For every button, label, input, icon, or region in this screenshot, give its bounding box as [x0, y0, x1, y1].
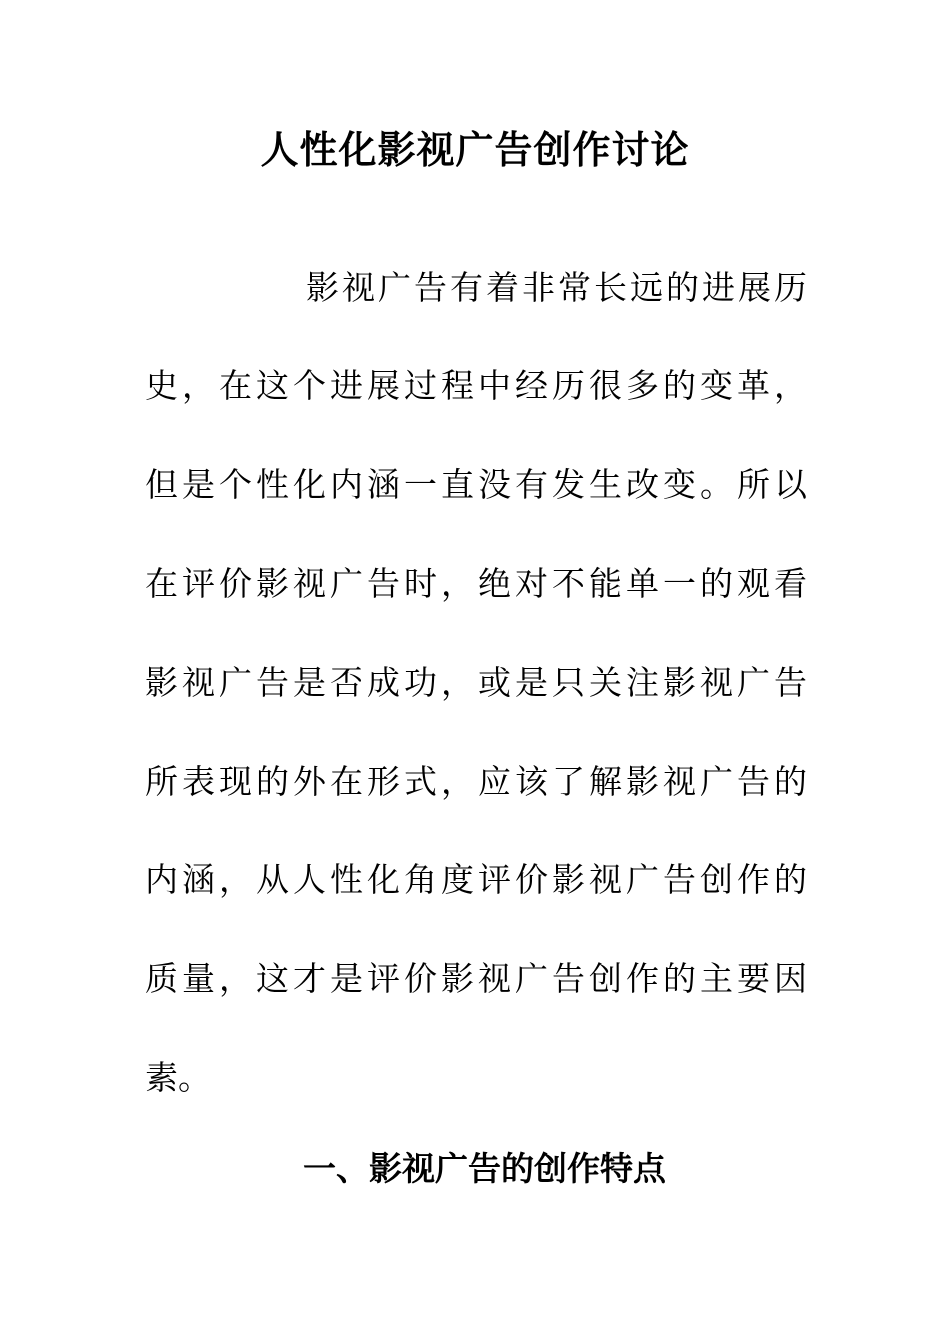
text-char: 影: [663, 663, 696, 702]
text-char: 不: [552, 564, 585, 603]
text-char: 该: [515, 762, 548, 801]
text-char: 否: [330, 663, 363, 702]
text-char: 评: [478, 860, 511, 899]
paragraph-line-1: [306, 266, 807, 368]
text-char: 度: [441, 860, 474, 899]
text-char: 变: [663, 465, 696, 504]
text-char: 涵: [182, 860, 215, 899]
text-char: 没: [478, 465, 511, 504]
text-char: 常: [558, 268, 591, 307]
text-char: 性: [330, 860, 363, 899]
text-char: 性: [256, 465, 289, 504]
text-char: 量: [182, 959, 215, 998]
text-char: ，: [441, 663, 474, 702]
text-char: 以: [774, 465, 807, 504]
text-char: 在: [219, 366, 252, 405]
text-char: 在: [330, 762, 363, 801]
text-char: 有: [515, 465, 548, 504]
text-char: 化: [293, 465, 326, 504]
text-char: 的: [774, 860, 807, 899]
text-char: 影: [306, 268, 339, 307]
text-char: 的: [663, 366, 696, 405]
text-char: 化: [367, 860, 400, 899]
text-char: 过: [404, 366, 437, 405]
text-char: 着: [486, 268, 519, 307]
text-char: 解: [589, 762, 622, 801]
text-char: 程: [441, 366, 474, 405]
text-char: 是: [182, 465, 215, 504]
text-char: 影: [256, 564, 289, 603]
text-char: 绝: [478, 564, 511, 603]
text-char: 时: [404, 564, 437, 603]
text-char: 视: [700, 663, 733, 702]
text-char: 价: [515, 860, 548, 899]
text-char: 评: [367, 959, 400, 998]
text-char: 了: [552, 762, 585, 801]
text-char: 改: [626, 465, 659, 504]
text-char: 经: [515, 366, 548, 405]
text-char: 涵: [367, 465, 400, 504]
text-char: 广: [737, 663, 770, 702]
text-char: 内: [145, 860, 178, 899]
text-char: 视: [293, 564, 326, 603]
text-char: 影: [626, 762, 659, 801]
text-char: 这: [256, 366, 289, 405]
text-char: 价: [219, 564, 252, 603]
text-char: 质: [145, 959, 178, 998]
text-char: 非: [522, 268, 555, 307]
text-char: 告: [414, 268, 447, 307]
text-char: 告: [256, 663, 289, 702]
text-char: 生: [589, 465, 622, 504]
text-char: 能: [589, 564, 622, 603]
text-char: 观: [737, 564, 770, 603]
text-char: 告: [367, 564, 400, 603]
text-char: 进: [330, 366, 363, 405]
text-char: 注: [626, 663, 659, 702]
text-char: 功: [404, 663, 437, 702]
text-char: 展: [367, 366, 400, 405]
text-char: 多: [626, 366, 659, 405]
text-char: ，: [219, 959, 252, 998]
text-char: 一: [404, 465, 437, 504]
text-char: 这: [256, 959, 289, 998]
text-char: 内: [330, 465, 363, 504]
text-char: 的: [663, 959, 696, 998]
text-char: 因: [774, 959, 807, 998]
text-char: 中: [478, 366, 511, 405]
text-char: 是: [293, 663, 326, 702]
document-title: 人性化影视广告创作讨论: [260, 127, 690, 172]
text-char: 影: [441, 959, 474, 998]
text-char: ，: [219, 860, 252, 899]
text-char: 影: [145, 663, 178, 702]
text-char: 告: [774, 663, 807, 702]
text-char: 成: [367, 663, 400, 702]
text-char: 很: [589, 366, 622, 405]
text-char: 角: [404, 860, 437, 899]
text-char: 长: [594, 268, 627, 307]
paragraph-line-3: [145, 463, 807, 565]
text-char: 看: [774, 564, 807, 603]
text-char: ，: [182, 366, 215, 405]
text-char: 形: [367, 762, 400, 801]
text-char: 要: [737, 959, 770, 998]
paragraph-line-8: [145, 957, 807, 1059]
text-char: 在: [145, 564, 178, 603]
text-char: 一: [663, 564, 696, 603]
text-char: 有: [450, 268, 483, 307]
text-char: 历: [774, 268, 807, 307]
text-char: 价: [404, 959, 437, 998]
text-char: 只: [552, 663, 585, 702]
paragraph-line-9: 素。: [145, 1058, 211, 1097]
text-char: 发: [552, 465, 585, 504]
text-char: 所: [737, 465, 770, 504]
text-char: 影: [552, 860, 585, 899]
text-char: 广: [378, 268, 411, 307]
text-char: 关: [589, 663, 622, 702]
text-char: ，: [441, 564, 474, 603]
text-char: ，: [441, 762, 474, 801]
text-char: 或: [478, 663, 511, 702]
text-char: 视: [663, 762, 696, 801]
text-char: 视: [589, 860, 622, 899]
text-char: 视: [182, 663, 215, 702]
text-char: 直: [441, 465, 474, 504]
text-char: 广: [219, 663, 252, 702]
text-char: 的: [700, 564, 733, 603]
text-char: 应: [478, 762, 511, 801]
text-char: 但: [145, 465, 178, 504]
text-char: 视: [342, 268, 375, 307]
text-char: 的: [666, 268, 699, 307]
text-char: 所: [145, 762, 178, 801]
text-char: 主: [700, 959, 733, 998]
text-char: 对: [515, 564, 548, 603]
paragraph-line-6: [145, 760, 807, 862]
text-char: 单: [626, 564, 659, 603]
text-char: 远: [630, 268, 663, 307]
text-char: 个: [293, 366, 326, 405]
text-char: 广: [515, 959, 548, 998]
text-char: 广: [330, 564, 363, 603]
text-char: 历: [552, 366, 585, 405]
text-char: 才: [293, 959, 326, 998]
text-char: 史: [145, 366, 178, 405]
text-char: 广: [700, 762, 733, 801]
paragraph-line-7: [145, 858, 807, 960]
text-char: 的: [256, 762, 289, 801]
text-char: 变: [700, 366, 733, 405]
text-char: 展: [738, 268, 771, 307]
text-char: 外: [293, 762, 326, 801]
text-char: 评: [182, 564, 215, 603]
text-char: 创: [700, 860, 733, 899]
text-char: 视: [478, 959, 511, 998]
text-char: 是: [515, 663, 548, 702]
text-char: 革: [737, 366, 770, 405]
text-char: 式: [404, 762, 437, 801]
text-char: 现: [219, 762, 252, 801]
text-char: 作: [626, 959, 659, 998]
text-char: 从: [256, 860, 289, 899]
text-char: 广: [626, 860, 659, 899]
text-char: 表: [182, 762, 215, 801]
paragraph-line-4: [145, 562, 807, 664]
text-char: 的: [774, 762, 807, 801]
text-char: 个: [219, 465, 252, 504]
paragraph-line-2: [145, 364, 807, 466]
section-heading: 一、影视广告的创作特点: [303, 1149, 666, 1188]
text-char: 进: [702, 268, 735, 307]
text-char: ，: [774, 366, 807, 405]
paragraph-line-5: [145, 661, 807, 763]
text-char: 告: [737, 762, 770, 801]
text-char: 作: [737, 860, 770, 899]
text-char: 告: [552, 959, 585, 998]
text-char: 告: [663, 860, 696, 899]
text-char: 创: [589, 959, 622, 998]
text-char: 是: [330, 959, 363, 998]
text-char: 人: [293, 860, 326, 899]
text-char: 。: [700, 465, 733, 504]
